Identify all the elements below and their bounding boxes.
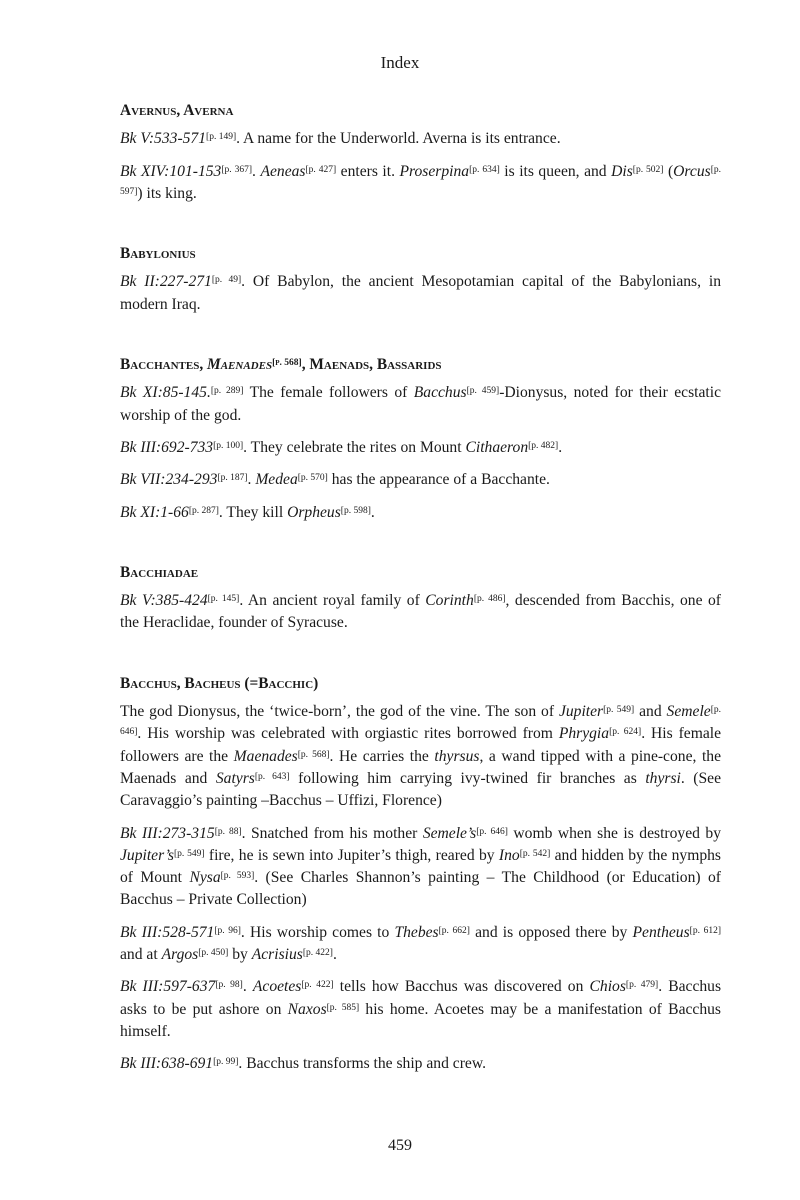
italic-term: Nysa bbox=[189, 869, 221, 887]
italic-term: Argos bbox=[161, 946, 199, 964]
text-run: , descended from Bacchis, one of the Heraclidae, founder of Syracuse. bbox=[120, 592, 721, 632]
page-reference: [p. 96] bbox=[214, 925, 241, 936]
italic-term: Corinth bbox=[425, 592, 474, 610]
page-reference: [p. 422] bbox=[302, 948, 333, 959]
running-head: Index bbox=[380, 53, 420, 72]
page-reference: [p. 482] bbox=[528, 440, 559, 451]
italic-term: Aeneas bbox=[260, 162, 306, 180]
entry-heading: Babylonius bbox=[120, 245, 196, 263]
text-run: . Bacchus transforms the ship and crew. bbox=[238, 1055, 486, 1073]
italic-term: Medea bbox=[255, 471, 298, 489]
italic-term: Bk III:273-315 bbox=[120, 824, 215, 842]
italic-term: thyrsus bbox=[434, 747, 480, 765]
page-reference: [p. 100] bbox=[213, 440, 244, 451]
text-run: . An ancient royal family of bbox=[239, 592, 426, 610]
text-run: . A name for the Underworld. Averna is its entrance. bbox=[236, 130, 561, 148]
page-reference: [p. 549] bbox=[174, 848, 205, 859]
text-run: . They celebrate the rites on Mount bbox=[243, 438, 466, 456]
entry-paragraph bbox=[120, 161, 721, 206]
page-reference: [p. 646] bbox=[120, 705, 721, 738]
italic-term: Bk III:692-733 bbox=[120, 438, 214, 456]
text-run: . Snatched from his mother bbox=[241, 824, 423, 842]
italic-term: Phrygia bbox=[558, 725, 610, 743]
text-run: . Of Babylon, the ancient Mesopotamian capital of the Babylonians, in modern Iraq. bbox=[120, 273, 721, 313]
entry-paragraph bbox=[120, 590, 721, 635]
text-run: . (See Charles Shannon’s painting – The Childhood (or Education) of Bacchus – Private Collection) bbox=[120, 869, 721, 909]
page-reference: [p. 502] bbox=[632, 164, 664, 175]
page-reference: [p. 149] bbox=[206, 132, 237, 143]
text-run: his home. Acoetes may be a manifestation of Bacchus himself. bbox=[120, 1000, 721, 1040]
italic-term: Bk XIV:101-153 bbox=[120, 162, 222, 180]
italic-term: Bk V:533-571 bbox=[120, 130, 207, 148]
text-run: . His worship comes to bbox=[240, 923, 395, 941]
page-reference: [p. 49] bbox=[211, 275, 242, 286]
italic-term: Bk III:638-691 bbox=[120, 1055, 214, 1073]
page-reference: [p. 568] bbox=[297, 749, 330, 760]
italic-term: Maenades bbox=[233, 747, 298, 765]
text-run: , a wand tipped with a pine-cone, the Maenads and bbox=[120, 747, 722, 787]
text-run: -Dionysus, noted for their ecstatic worship of the god. bbox=[120, 384, 721, 424]
italic-term: Bk VII:234-293 bbox=[120, 471, 218, 489]
italic-term: Thebes bbox=[394, 923, 439, 941]
italic-term: Dis bbox=[611, 162, 633, 180]
page-reference: [p. 612] bbox=[689, 925, 721, 936]
page-reference: [p. 597] bbox=[120, 164, 722, 197]
italic-term: Ino bbox=[498, 846, 520, 864]
entry-paragraph bbox=[120, 469, 721, 491]
italic-term: Bk II:227-271 bbox=[120, 273, 212, 291]
entry-paragraph bbox=[120, 128, 721, 150]
italic-term: Bk XI:85-145. bbox=[120, 384, 211, 402]
italic-term: Acoetes bbox=[252, 978, 302, 996]
text-run: . bbox=[370, 503, 375, 521]
heading-part: Bacchantes, bbox=[120, 356, 208, 374]
entry-heading: Bacchus, Bacheus (=Bacchic) bbox=[120, 674, 319, 692]
page-reference: [p. 542] bbox=[519, 848, 551, 859]
entry-heading bbox=[120, 354, 721, 376]
italic-term: Jupiter bbox=[558, 703, 604, 721]
page-reference: [p. 549] bbox=[603, 705, 635, 716]
page-reference: [p. 568] bbox=[272, 358, 302, 369]
entry-paragraph bbox=[120, 701, 721, 812]
italic-term: Semele bbox=[666, 703, 711, 721]
entry-heading: Bacchiadae bbox=[120, 563, 199, 581]
italic-term: Orpheus bbox=[287, 503, 341, 521]
italic-term: Jupiter’s bbox=[120, 846, 174, 864]
text-run: fire, he is sewn into Jupiter’s thigh, reared by bbox=[204, 846, 499, 864]
italic-term: Bk V:385-424 bbox=[120, 592, 208, 610]
page-reference: [p. 643] bbox=[254, 771, 290, 782]
heading-part: Maenades bbox=[207, 356, 273, 374]
page-number: 459 bbox=[388, 1137, 412, 1154]
text-run: and bbox=[634, 703, 667, 721]
text-run: ( bbox=[663, 162, 674, 180]
page-reference: [p. 634] bbox=[469, 164, 500, 175]
italic-term: Chios bbox=[589, 978, 626, 996]
page-reference: [p. 427] bbox=[305, 164, 337, 175]
entry-heading: Avernus, Averna bbox=[120, 102, 234, 119]
italic-term: Bk III:597-637 bbox=[120, 978, 216, 996]
heading-part: , Maenads, Bassarids bbox=[301, 356, 442, 374]
page-reference: [p. 187] bbox=[217, 473, 248, 484]
italic-term: Semele’s bbox=[422, 824, 477, 842]
text-run: The female followers of bbox=[243, 384, 414, 402]
italic-term: Cithaeron bbox=[465, 438, 529, 456]
text-run: . bbox=[242, 978, 253, 996]
page-reference: [p. 593] bbox=[220, 871, 255, 882]
text-run: womb when she is destroyed by bbox=[507, 824, 722, 842]
text-run: has the appearance of a Bacchante. bbox=[327, 471, 550, 489]
page-reference: [p. 570] bbox=[297, 473, 328, 484]
italic-term: Naxos bbox=[287, 1000, 327, 1018]
page-reference: [p. 145] bbox=[207, 594, 240, 605]
page-reference: [p. 287] bbox=[188, 505, 219, 516]
text-run: . bbox=[332, 946, 337, 964]
page-reference: [p. 646] bbox=[476, 826, 508, 837]
text-run: . He carries the bbox=[329, 747, 435, 765]
page-reference: [p. 598] bbox=[340, 505, 371, 516]
text-run: . His worship was celebrated with orgiastic rites borrowed from bbox=[137, 725, 559, 743]
italic-term: Pentheus bbox=[632, 923, 690, 941]
entry-paragraph bbox=[120, 502, 721, 524]
italic-term: Bacchus bbox=[413, 384, 467, 402]
italic-term: Proserpina bbox=[399, 162, 470, 180]
italic-term: Satyrs bbox=[215, 769, 255, 787]
entry-paragraph bbox=[120, 976, 721, 1043]
text-run: . bbox=[252, 162, 261, 180]
page-reference: [p. 98] bbox=[215, 980, 243, 991]
entry-paragraph bbox=[120, 437, 721, 459]
page-reference: [p. 88] bbox=[214, 826, 242, 837]
text-run: enters it. bbox=[336, 162, 400, 180]
page-reference: [p. 585] bbox=[326, 1002, 360, 1013]
text-run: following him carrying ivy-twined fir branches as bbox=[289, 769, 646, 787]
italic-term: Orcus bbox=[673, 162, 711, 180]
text-run: . bbox=[247, 471, 256, 489]
page-reference: [p. 422] bbox=[301, 980, 334, 991]
page-reference: [p. 459] bbox=[466, 386, 500, 397]
text-run: and hidden by the nymphs of Mount bbox=[120, 846, 721, 887]
page-reference: [p. 662] bbox=[438, 925, 470, 936]
entry-paragraph bbox=[120, 382, 721, 427]
page-reference: [p. 486] bbox=[473, 594, 506, 605]
text-run: . Bacchus asks to be put ashore on bbox=[120, 978, 722, 1018]
italic-term: thyrsi bbox=[645, 769, 681, 787]
page-reference: [p. 624] bbox=[609, 727, 642, 738]
text-run: ) its king. bbox=[137, 184, 197, 202]
text-run: by bbox=[228, 946, 252, 964]
text-run: . (See Caravaggio’s painting –Bacchus – Uffizi, Florence) bbox=[120, 769, 722, 810]
text-run: . bbox=[558, 438, 563, 456]
text-run: is its queen, and bbox=[499, 162, 612, 180]
entry-paragraph bbox=[120, 271, 721, 316]
text-run: tells how Bacchus was discovered on bbox=[333, 978, 590, 996]
entry-paragraph bbox=[120, 922, 721, 967]
page-reference: [p. 289] bbox=[210, 386, 244, 397]
text-run: . His female followers are the bbox=[120, 725, 722, 765]
page-reference: [p. 99] bbox=[213, 1057, 239, 1068]
page-reference: [p. 479] bbox=[625, 980, 659, 991]
text-run: . They kill bbox=[218, 503, 288, 521]
text-run: and is opposed there by bbox=[469, 923, 633, 941]
italic-term: Bk III:528-571 bbox=[120, 923, 215, 941]
italic-term: Acrisius bbox=[251, 946, 303, 964]
index-content bbox=[120, 100, 721, 1086]
text-run: The god Dionysus, the ‘twice-born’, the god of the vine. The son of bbox=[120, 703, 559, 721]
entry-paragraph bbox=[120, 1053, 721, 1075]
italic-term: Bk XI:1-66 bbox=[120, 503, 189, 521]
page-reference: [p. 367] bbox=[221, 164, 253, 175]
entry-paragraph bbox=[120, 823, 721, 912]
text-run: and at bbox=[120, 946, 162, 964]
page-reference: [p. 450] bbox=[198, 948, 229, 959]
